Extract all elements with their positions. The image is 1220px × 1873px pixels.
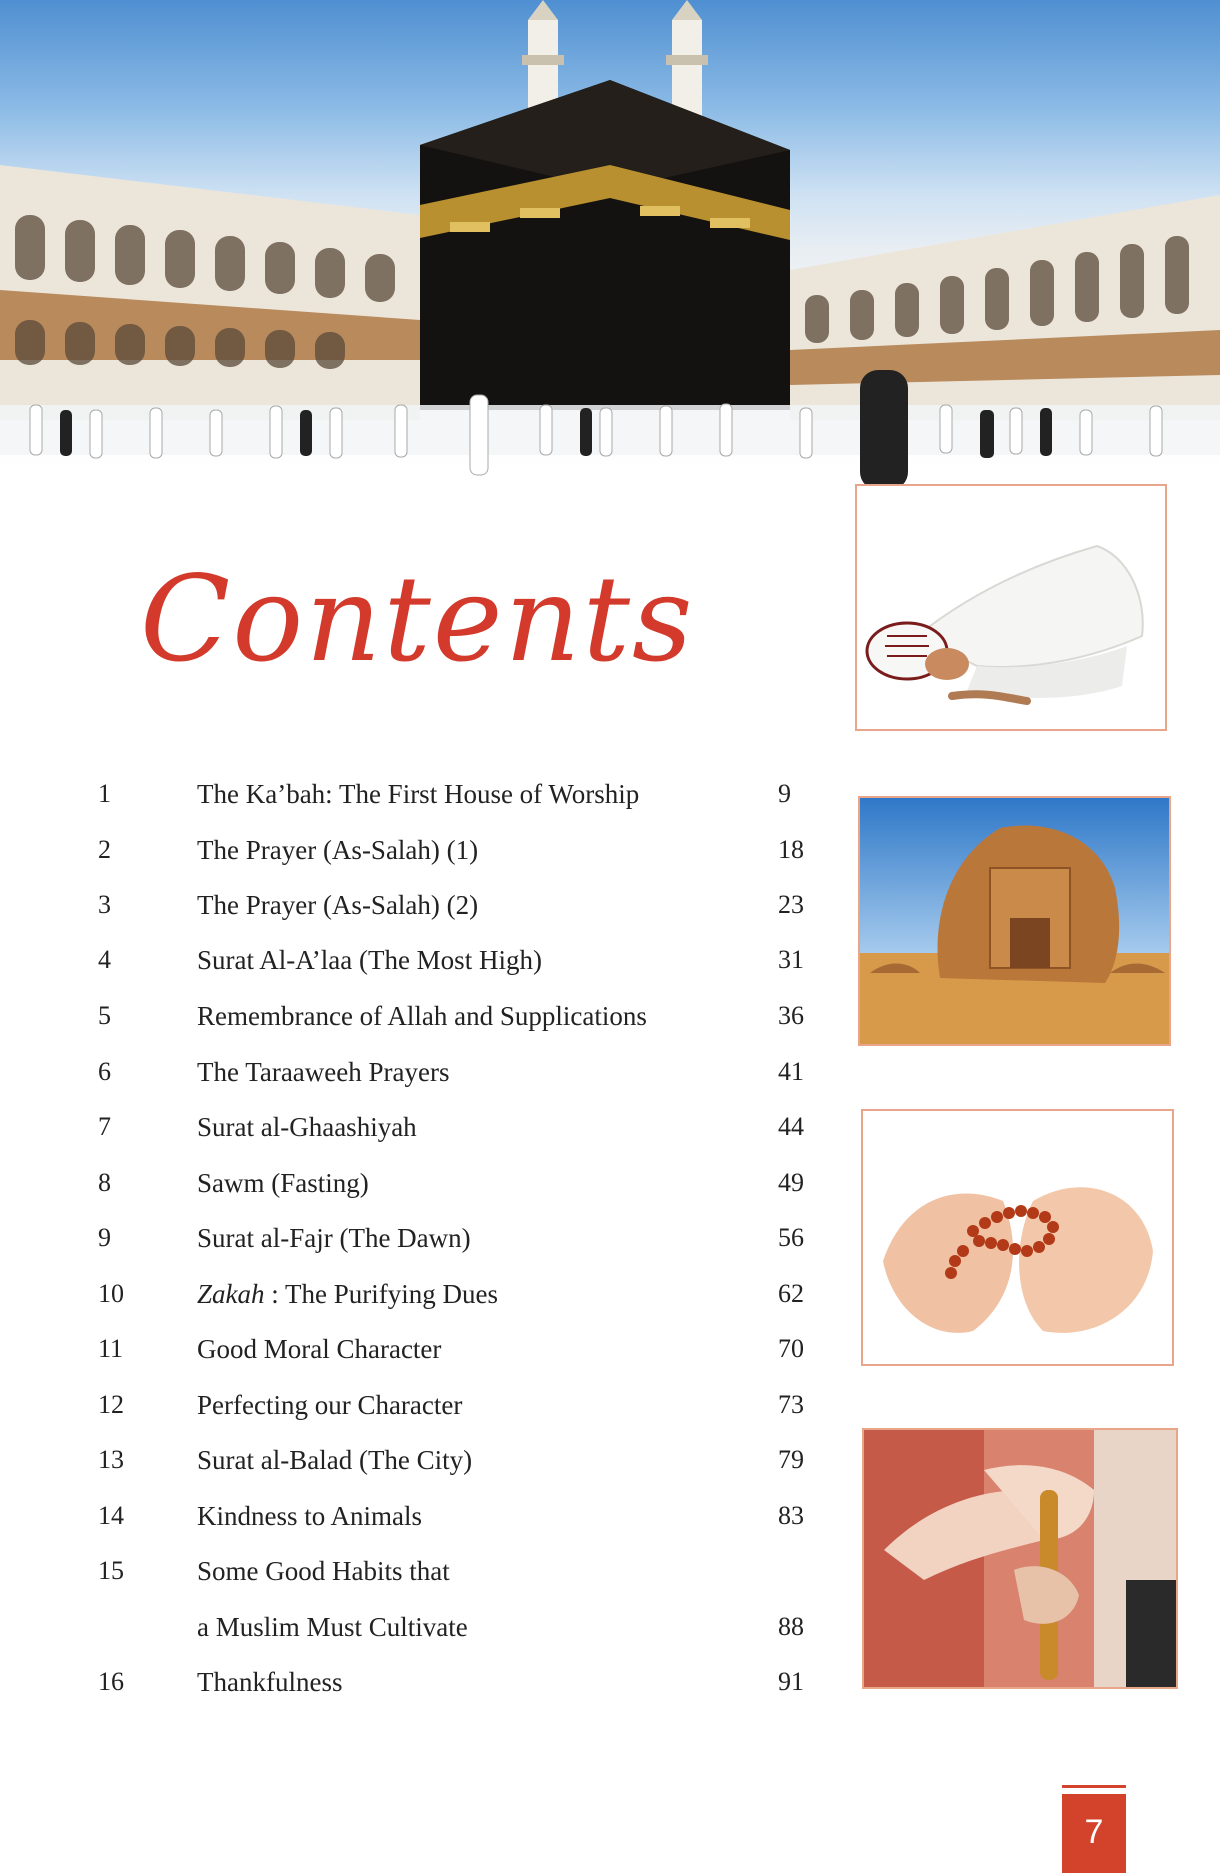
- toc-page: 49: [778, 1168, 804, 1197]
- toc-row[interactable]: [0, 1050, 840, 1094]
- toc-title: The Prayer (As-Salah) (2): [197, 890, 479, 920]
- toc-row[interactable]: [0, 1660, 840, 1704]
- kaabah-illustration: [0, 0, 1220, 545]
- toc-title: Good Moral Character: [197, 1334, 442, 1364]
- toc-number: 1: [98, 779, 111, 808]
- toc-title: a Muslim Must Cultivate: [197, 1612, 468, 1642]
- page-number-rule: [1062, 1785, 1126, 1788]
- toc-number: 9: [98, 1223, 111, 1252]
- toc-title: Some Good Habits that: [197, 1556, 450, 1586]
- toc-row[interactable]: [0, 828, 840, 872]
- toc-row[interactable]: [0, 1161, 840, 1205]
- toc-page: 91: [778, 1667, 804, 1696]
- toc-number: 16: [98, 1667, 124, 1696]
- elderly-hands-photo: [862, 1428, 1178, 1689]
- toc-row[interactable]: [0, 772, 840, 816]
- toc-number: 12: [98, 1390, 124, 1419]
- toc-number: 15: [98, 1556, 124, 1585]
- toc-page: 9: [778, 779, 791, 808]
- toc-row[interactable]: [0, 1327, 840, 1371]
- toc-title: Surat Al-A’laa (The Most High): [197, 945, 542, 975]
- toc-row[interactable]: [0, 1549, 840, 1593]
- toc-title-italic: Zakah: [197, 1279, 265, 1309]
- toc-page: 88: [778, 1612, 804, 1641]
- toc-title: Surat al-Fajr (The Dawn): [197, 1223, 471, 1253]
- kaabah-photo: [0, 0, 1220, 545]
- prostration-photo: [855, 484, 1167, 731]
- toc-page: 44: [778, 1112, 804, 1141]
- toc-row[interactable]: [0, 883, 840, 927]
- toc-title: Perfecting our Character: [197, 1390, 463, 1420]
- toc-page: 23: [778, 890, 804, 919]
- toc-row[interactable]: [0, 1105, 840, 1149]
- toc-page: 83: [778, 1501, 804, 1530]
- toc-row[interactable]: [0, 994, 840, 1038]
- toc-page: 56: [778, 1223, 804, 1252]
- toc-page: 79: [778, 1445, 804, 1474]
- toc-row[interactable]: [0, 1216, 840, 1260]
- toc-page: 70: [778, 1334, 804, 1363]
- toc-title: Surat al-Ghaashiyah: [197, 1112, 417, 1142]
- toc-title: Thankfulness: [197, 1667, 343, 1697]
- toc-number: 6: [98, 1057, 111, 1086]
- toc-title: The Ka’bah: The First House of Worship: [197, 779, 640, 809]
- toc-page: 31: [778, 945, 804, 974]
- prayer-beads-photo: [861, 1109, 1174, 1366]
- toc-page: 73: [778, 1390, 804, 1419]
- toc-number: 8: [98, 1168, 111, 1197]
- toc-title: [197, 1272, 757, 1316]
- toc-number: 10: [98, 1279, 124, 1308]
- toc-title: Remembrance of Allah and Supplications: [197, 1001, 647, 1031]
- toc-title: Kindness to Animals: [197, 1501, 423, 1531]
- contents-heading: Contents: [140, 550, 695, 688]
- toc-title-rest: : The Purifying Dues: [264, 1279, 498, 1309]
- page-number: 7: [1062, 1794, 1126, 1873]
- toc-number: 2: [98, 835, 111, 864]
- toc-number: 11: [98, 1334, 124, 1363]
- toc-row[interactable]: [0, 1272, 840, 1316]
- toc-number: 13: [98, 1445, 124, 1474]
- toc-title: Sawm (Fasting): [197, 1168, 369, 1198]
- toc-page: 62: [778, 1279, 804, 1308]
- toc-row-continuation[interactable]: [0, 1605, 840, 1649]
- toc-page: 18: [778, 835, 804, 864]
- toc-number: 14: [98, 1501, 124, 1530]
- rock-tomb-photo: [858, 796, 1171, 1046]
- toc-number: 7: [98, 1112, 111, 1141]
- toc-number: 3: [98, 890, 111, 919]
- toc-row[interactable]: [0, 1438, 840, 1482]
- toc-title: Surat al-Balad (The City): [197, 1445, 473, 1475]
- toc-page: 36: [778, 1001, 804, 1030]
- toc-row[interactable]: [0, 1494, 840, 1538]
- toc-row[interactable]: [0, 938, 840, 982]
- toc-title: The Taraaweeh Prayers: [197, 1057, 450, 1087]
- toc-number: 4: [98, 945, 111, 974]
- toc-page: 41: [778, 1057, 804, 1086]
- toc-number: 5: [98, 1001, 111, 1030]
- toc-title: The Prayer (As-Salah) (1): [197, 835, 479, 865]
- toc-row[interactable]: [0, 1383, 840, 1427]
